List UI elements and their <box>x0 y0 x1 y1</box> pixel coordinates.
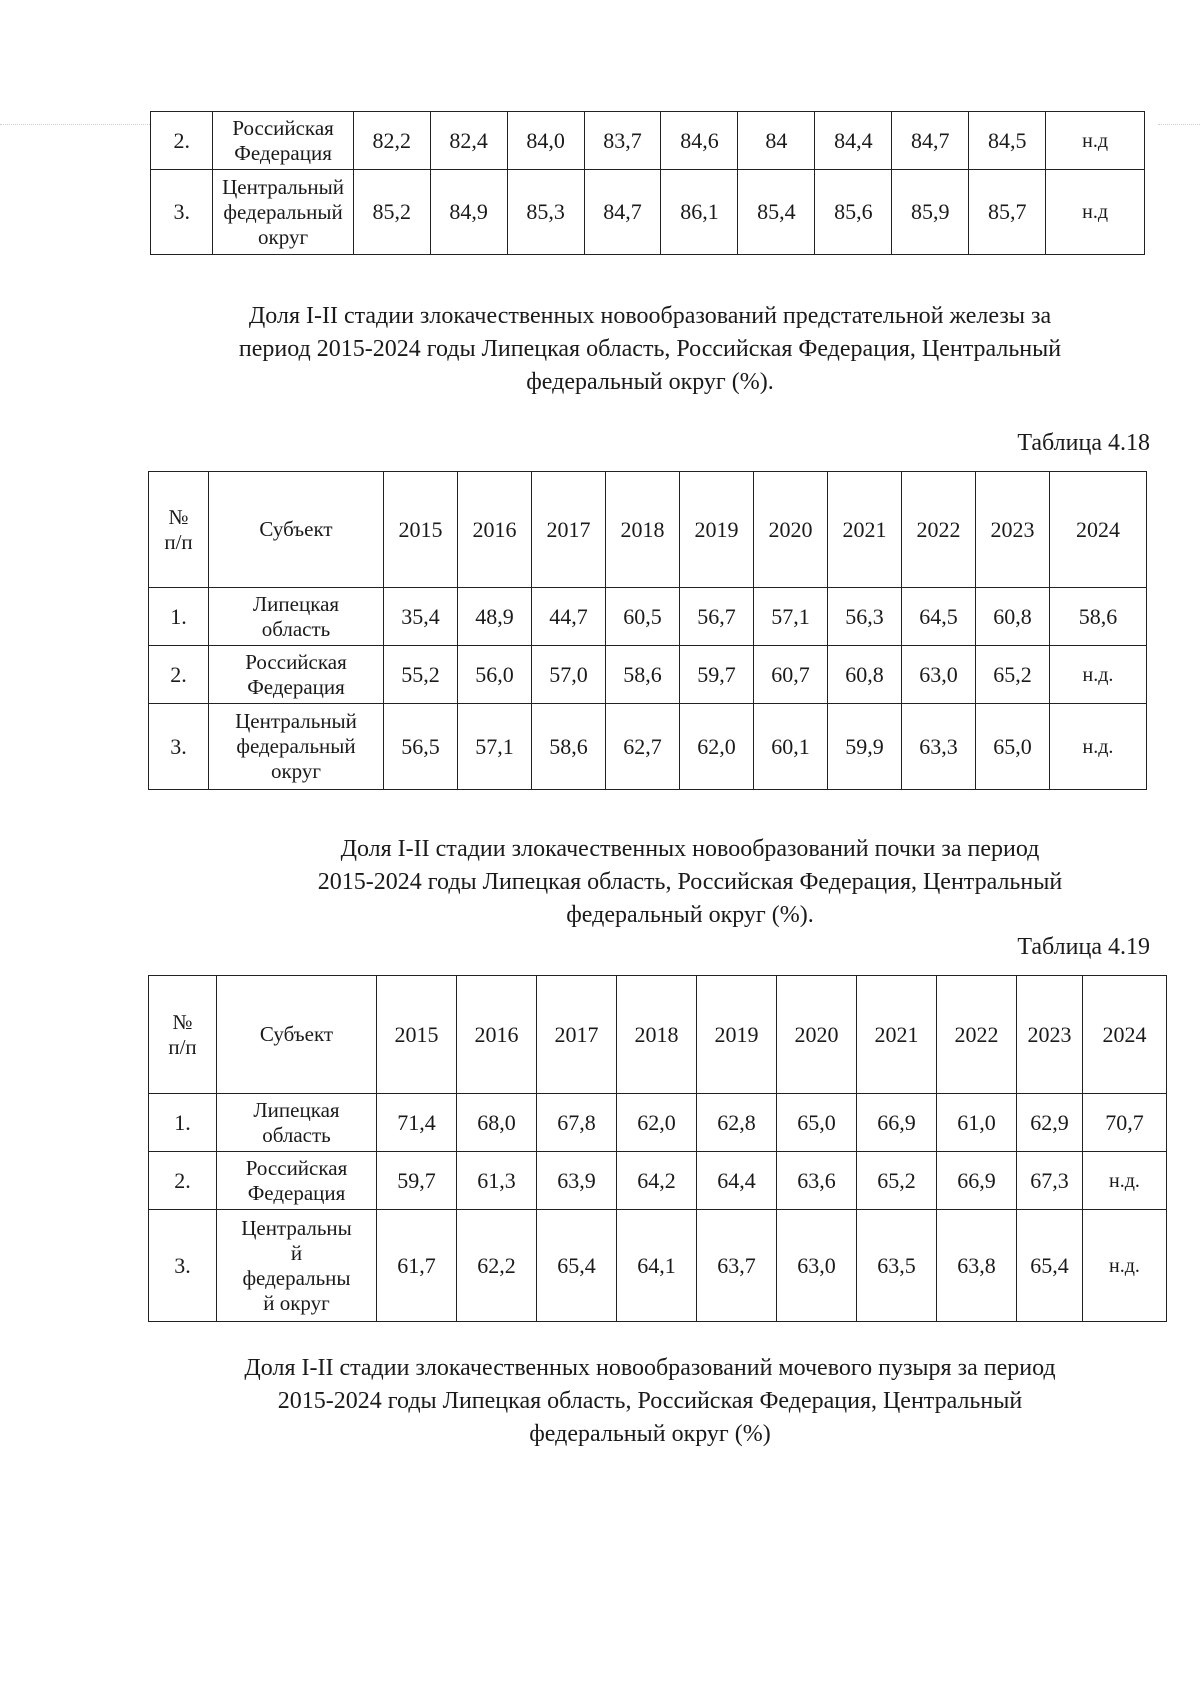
cell-value: 59,7 <box>680 646 754 704</box>
cell-value: 67,8 <box>537 1094 617 1152</box>
row-subject: Российская Федерация <box>213 112 353 170</box>
header-num: № п/п <box>149 976 217 1094</box>
cell-value: 63,3 <box>902 704 976 790</box>
cell-value: 63,9 <box>537 1152 617 1210</box>
cell-value: 61,3 <box>457 1152 537 1210</box>
cell-value: 84,4 <box>815 112 892 170</box>
cell-value: 63,8 <box>937 1210 1017 1322</box>
row-subject: Липецкая область <box>209 588 384 646</box>
header-num: № п/п <box>149 472 209 588</box>
cell-value: 62,0 <box>617 1094 697 1152</box>
header-year: 2024 <box>1083 976 1167 1094</box>
caption-kidney: Доля I-II стадии злокачественных новообразований почки за период 2015-2024 годы Липецкая область, Российская Федерация, Центральный федеральный округ (%). <box>317 836 1063 928</box>
cell-value: 63,0 <box>777 1210 857 1322</box>
cell-value: 64,1 <box>617 1210 697 1322</box>
cell-value: 63,0 <box>902 646 976 704</box>
cell-value: 85,3 <box>507 170 584 255</box>
cell-value: 64,4 <box>697 1152 777 1210</box>
header-year: 2020 <box>777 976 857 1094</box>
header-year: 2020 <box>754 472 828 588</box>
cell-value: 66,9 <box>857 1094 937 1152</box>
cell-value: 64,5 <box>902 588 976 646</box>
cell-value: 56,5 <box>384 704 458 790</box>
cell-value: 62,8 <box>697 1094 777 1152</box>
row-subject: Центральны й федеральны й округ <box>217 1210 377 1322</box>
cell-value: 71,4 <box>377 1094 457 1152</box>
table-header-row <box>149 976 1167 1094</box>
cell-value: 63,5 <box>857 1210 937 1322</box>
table-header-row <box>149 472 1147 588</box>
cell-value: 67,3 <box>1017 1152 1083 1210</box>
cell-value: 56,3 <box>828 588 902 646</box>
cell-value: 55,2 <box>384 646 458 704</box>
cell-value: 57,1 <box>754 588 828 646</box>
cell-value: 60,8 <box>828 646 902 704</box>
row-number: 2. <box>151 112 213 170</box>
table-row <box>149 1210 1167 1322</box>
header-year: 2015 <box>384 472 458 588</box>
table-number-4-19: Таблица 4.19 <box>1017 934 1150 960</box>
row-number: 2. <box>149 1152 217 1210</box>
header-year: 2017 <box>532 472 606 588</box>
cell-value: 62,9 <box>1017 1094 1083 1152</box>
cell-value: 64,2 <box>617 1152 697 1210</box>
cell-value: 85,6 <box>815 170 892 255</box>
cell-value: 62,0 <box>680 704 754 790</box>
caption-prostate: Доля I-II стадии злокачественных новообразований предстательной железы за период 2015-2024 годы Липецкая область, Российская Федерация, Центральный федеральный округ (%). <box>238 303 1062 395</box>
header-year: 2021 <box>828 472 902 588</box>
row-number: 1. <box>149 1094 217 1152</box>
cell-value: 85,4 <box>738 170 815 255</box>
header-year: 2016 <box>458 472 532 588</box>
cell-value: 62,7 <box>606 704 680 790</box>
row-subject: Российская Федерация <box>217 1152 377 1210</box>
row-subject: Центральный федеральный округ <box>213 170 353 255</box>
row-number: 3. <box>151 170 213 255</box>
cell-value: 84,7 <box>892 112 969 170</box>
cell-value: 84,6 <box>661 112 738 170</box>
row-number: 3. <box>149 1210 217 1322</box>
cell-value: 62,2 <box>457 1210 537 1322</box>
caption-bladder: Доля I-II стадии злокачественных новообразований мочевого пузыря за период 2015-2024 годы Липецкая область, Российская Федерация, Центральный федеральный округ (%) <box>244 1355 1056 1447</box>
header-year: 2015 <box>377 976 457 1094</box>
cell-value: 35,4 <box>384 588 458 646</box>
cell-value: 57,0 <box>532 646 606 704</box>
cell-value: 82,2 <box>353 112 430 170</box>
header-year: 2023 <box>1017 976 1083 1094</box>
cell-value: 60,5 <box>606 588 680 646</box>
row-number: 2. <box>149 646 209 704</box>
cell-value: 65,2 <box>976 646 1050 704</box>
header-year: 2021 <box>857 976 937 1094</box>
cell-value: н.д <box>1046 112 1145 170</box>
header-year: 2023 <box>976 472 1050 588</box>
cell-value: 84,0 <box>507 112 584 170</box>
cell-value: 60,1 <box>754 704 828 790</box>
row-subject: Российская Федерация <box>209 646 384 704</box>
row-number: 1. <box>149 588 209 646</box>
cell-value: 68,0 <box>457 1094 537 1152</box>
table-4-18 <box>148 471 1147 790</box>
cell-value: 84,9 <box>430 170 507 255</box>
cell-value: 58,6 <box>1050 588 1147 646</box>
header-subject: Субъект <box>209 472 384 588</box>
cell-value: 56,7 <box>680 588 754 646</box>
cell-value: 65,0 <box>777 1094 857 1152</box>
cell-value: 84,5 <box>969 112 1046 170</box>
table-row <box>149 704 1147 790</box>
cell-value: 86,1 <box>661 170 738 255</box>
cell-value: 63,6 <box>777 1152 857 1210</box>
cell-value: 44,7 <box>532 588 606 646</box>
table-number-4-18: Таблица 4.18 <box>1017 430 1150 456</box>
cell-value: н.д <box>1046 170 1145 255</box>
row-number: 3. <box>149 704 209 790</box>
table-row <box>151 170 1145 255</box>
cell-value: 84,7 <box>584 170 661 255</box>
table-row <box>149 588 1147 646</box>
header-subject: Субъект <box>217 976 377 1094</box>
cell-value: 48,9 <box>458 588 532 646</box>
header-year: 2018 <box>617 976 697 1094</box>
cell-value: 65,4 <box>537 1210 617 1322</box>
table-continuation <box>150 111 1145 255</box>
cell-value: 83,7 <box>584 112 661 170</box>
cell-value: 56,0 <box>458 646 532 704</box>
cell-value: 60,7 <box>754 646 828 704</box>
cell-value: 61,7 <box>377 1210 457 1322</box>
cell-value: 84 <box>738 112 815 170</box>
cell-value: 58,6 <box>606 646 680 704</box>
cell-value: н.д. <box>1050 704 1147 790</box>
header-year: 2017 <box>537 976 617 1094</box>
cell-value: 85,2 <box>353 170 430 255</box>
cell-value: н.д. <box>1050 646 1147 704</box>
header-year: 2019 <box>680 472 754 588</box>
header-year: 2022 <box>902 472 976 588</box>
table-row <box>149 1152 1167 1210</box>
header-year: 2016 <box>457 976 537 1094</box>
table-row <box>149 1094 1167 1152</box>
cell-value: 65,2 <box>857 1152 937 1210</box>
table-row <box>149 646 1147 704</box>
cell-value: 85,9 <box>892 170 969 255</box>
header-year: 2024 <box>1050 472 1147 588</box>
header-year: 2019 <box>697 976 777 1094</box>
cell-value: 58,6 <box>532 704 606 790</box>
cell-value: 70,7 <box>1083 1094 1167 1152</box>
table-4-19 <box>148 975 1167 1322</box>
cell-value: 61,0 <box>937 1094 1017 1152</box>
cell-value: 60,8 <box>976 588 1050 646</box>
table-row <box>151 112 1145 170</box>
cell-value: 59,9 <box>828 704 902 790</box>
cell-value: н.д. <box>1083 1152 1167 1210</box>
row-subject: Центральный федеральный округ <box>209 704 384 790</box>
header-year: 2022 <box>937 976 1017 1094</box>
cell-value: 57,1 <box>458 704 532 790</box>
header-year: 2018 <box>606 472 680 588</box>
cell-value: 59,7 <box>377 1152 457 1210</box>
cell-value: 65,4 <box>1017 1210 1083 1322</box>
cell-value: 66,9 <box>937 1152 1017 1210</box>
scan-mark-left <box>0 124 150 125</box>
cell-value: н.д. <box>1083 1210 1167 1322</box>
scan-mark-right <box>1158 124 1200 125</box>
row-subject: Липецкая область <box>217 1094 377 1152</box>
cell-value: 63,7 <box>697 1210 777 1322</box>
cell-value: 82,4 <box>430 112 507 170</box>
cell-value: 65,0 <box>976 704 1050 790</box>
cell-value: 85,7 <box>969 170 1046 255</box>
